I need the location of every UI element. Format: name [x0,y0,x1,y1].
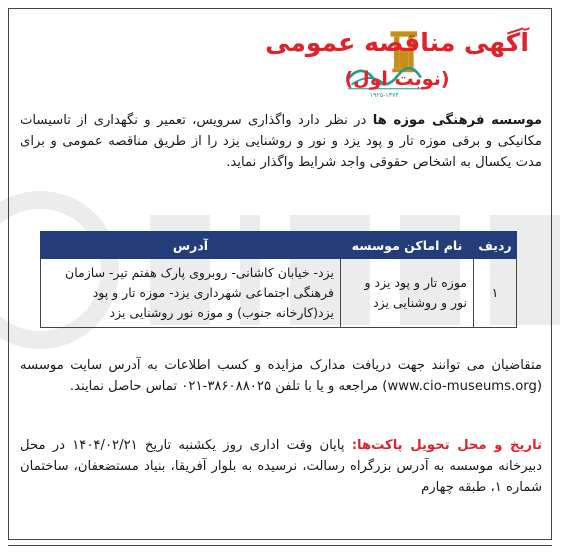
intro-paragraph [20,110,542,173]
cell-place: موزه تار و پود یزد و نور و روشنایی یزد [341,259,474,328]
venues-table [40,231,517,328]
notice-title: آگهی مناقصه عمومی [265,28,529,57]
delivery-paragraph [20,435,542,498]
headline-block [262,28,532,92]
logo-years: ۱۹۲۵-۱۳۷۴ [369,92,399,100]
org-name: موسسه فرهنگی موزه ها [372,113,543,128]
next-notice-strip [8,545,552,552]
header-address: آدرس [41,232,341,259]
contact-text-before: متقاضیان می توانند جهت دریافت مدارک مزایده و کسب اطلاعات به آدرس سایت موسسه [20,358,542,373]
table-row [41,259,517,328]
contact-paragraph [20,355,542,397]
delivery-text: پایان وقت اداری روز یکشنبه تاریخ ۱۴۰۴/۰۲/۲۱ در محل دبیرخانه موسسه به آدرس بزرگراه رسالت، نرسیده به بلوار آفریقا، بنیاد مستضعفان، ساختمان شماره ۱، طبقه چهارم [20,438,542,495]
contact-text-after: مراجعه و یا با تلفن ۳۸۶۰۸۸۰۲۵-۰۲۱ تماس حاصل نمایند. [69,379,383,394]
header-place: نام اماکن موسسه [341,232,474,259]
header-row-number: ردیف [474,232,517,259]
website-link[interactable]: (www.cio-museums.org) [382,379,542,394]
notice-subtitle: (نوبت اول) [344,68,450,90]
intro-text: در نظر دارد واگذاری سرویس، تعمیر و نگهداری از تاسیسات مکانیکی و برقی موزه تار و پود یزد و نور و روشنایی یزد را از طریق مناقصه عمومی و برای مدت یکسال به اشخاص حقوقی واجد شرایط واگذار نماید. [20,113,542,170]
cell-row-number: ۱ [474,259,517,328]
delivery-label: تاریخ و محل تحویل پاکت‌ها: [351,438,542,453]
table-header-row [41,232,517,259]
cell-address: یزد- خیابان کاشانی- روبروی پارک هفتم تیر- سازمان فرهنگی اجتماعی شهرداری یزد- موزه تار و پود یزد(کارخانه جنوب) و موزه نور روشنایی یزد [41,259,341,328]
